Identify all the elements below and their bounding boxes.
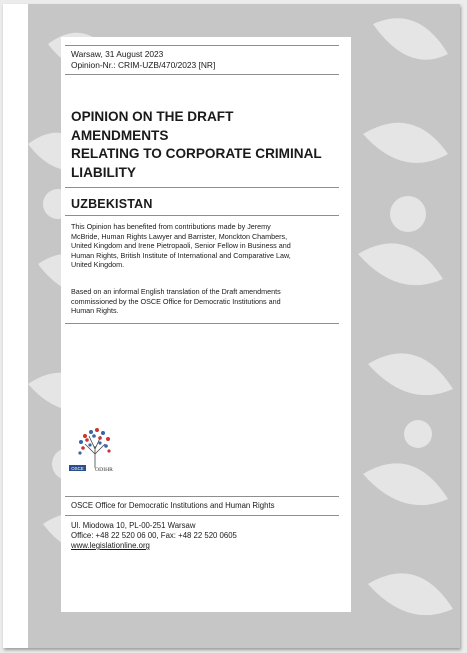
footer-address: Ul. Miodowa 10, PL-00-251 Warsaw	[71, 521, 196, 530]
title-line-3: LIABILITY	[71, 164, 136, 180]
translation-line-1: Based on an informal English translation of the Draft amendments	[71, 287, 281, 296]
footer-mid-rule	[65, 515, 339, 516]
body-rule	[65, 323, 339, 324]
title-rule	[65, 187, 339, 188]
footer-phone-fax: Office: +48 22 520 06 00, Fax: +48 22 520 0605	[71, 531, 237, 540]
contributions-paragraph	[71, 222, 331, 270]
translation-line-2: commissioned by the OSCE Office for Democratic Institutions and	[71, 296, 281, 306]
title-line-2: RELATING TO CORPORATE CRIMINAL	[71, 146, 322, 162]
top-rule	[65, 45, 339, 46]
translation-paragraph	[71, 287, 331, 316]
contributions-line-1: This Opinion has benefited from contributions made by Jeremy	[71, 222, 271, 231]
logo-odihr-label: ODIHR	[95, 467, 113, 473]
osce-odihr-logo	[67, 424, 147, 479]
translation-line-3: Human Rights.	[71, 306, 119, 316]
footer-organization: OSCE Office for Democratic Institutions and Human Rights	[71, 501, 275, 510]
footer-website-link[interactable]: www.legislationline.org	[71, 541, 150, 550]
contributions-line-5: United Kingdom.	[71, 260, 125, 270]
document-title	[71, 108, 333, 182]
country-heading: UZBEKISTAN	[71, 197, 153, 211]
contributions-line-2: McBride, Human Rights Lawyer and Barrister, Monckton Chambers,	[71, 231, 288, 241]
opinion-number: Opinion-Nr.: CRIM-UZB/470/2023 [NR]	[71, 60, 216, 70]
document-page	[3, 4, 460, 648]
contributions-line-4: Human Rights, British Institute of International and Comparative Law,	[71, 250, 291, 260]
header-rule	[65, 74, 339, 75]
place-date: Warsaw, 31 August 2023	[71, 49, 164, 59]
contributions-line-3: United Kingdom and Irene Pietropaoli, Senior Fellow in Business and	[71, 241, 291, 251]
odihr-tree-logo-icon	[67, 424, 147, 474]
country-rule	[65, 215, 339, 216]
logo-osce-label: OSCE	[71, 466, 84, 471]
title-line-1: OPINION ON THE DRAFT AMENDMENTS	[71, 109, 234, 143]
footer-top-rule	[65, 496, 339, 497]
